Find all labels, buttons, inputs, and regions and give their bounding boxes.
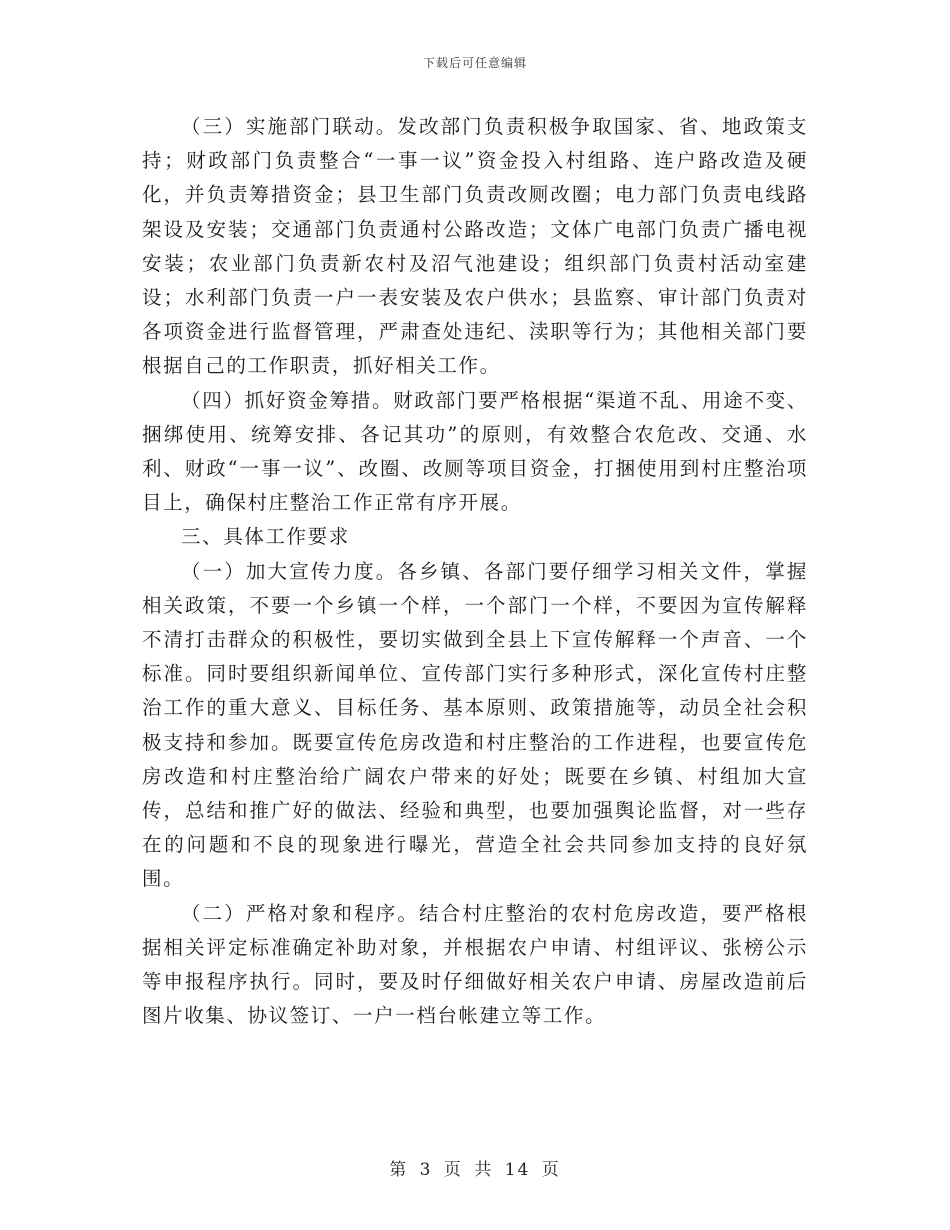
paragraph-implement-department-linkage: （三）实施部门联动。发改部门负责积极争取国家、省、地政策支持；财政部门负责整合“一事一议”资金投入村组路、连户路改造及硬化，并负责筹措资金；县卫生部门负责改厕改圈；电力部门负责电线路架设及安装；交通部门负责通村公路改造；文体广电部门负责广播电视安装；农业部门负责新农村及沼气池建设；组织部门负责村活动室建设；水利部门负责一户一表安装及农户供水；县监察、审计部门负责对各项资金进行监督管理，严肃查处违纪、渎职等行为；其他相关部门要根据自己的工作职责，抓好相关工作。 xyxy=(142,115,808,378)
section-heading-specific-requirements: 三、具体工作要求 xyxy=(181,525,350,549)
page-header: 下载后可任意编辑 xyxy=(422,56,527,70)
paragraph-publicity: （一）加大宣传力度。各乡镇、各部门要仔细学习相关文件，掌握相关政策，不要一个乡镇一个样，一个部门一个样，不要因为宣传解释不清打击群众的积极性，要切实做到全县上下宣传解释一个声音、一个标准。同时要组织新闻单位、宣传部门实行多种形式，深化宣传村庄整治工作的重大意义、目标任务、基本原则、政策措施等，动员全社会积极支持和参加。既要宣传危房改造和村庄整治的工作进程，也要宣传危房改造和村庄整治给广阔农户带来的好处；既要在乡镇、村组加大宣传，总结和推广好的做法、经验和典型，也要加强舆论监督，对一些存在的问题和不良的现象进行曝光，营造全社会共同参加支持的良好氛围。 xyxy=(142,559,808,891)
page-number-footer: 第 3 页 共 14 页 xyxy=(389,1160,561,1180)
paragraph-fund-raising: （四）抓好资金筹措。财政部门要严格根据“渠道不乱、用途不变、捆绑使用、统筹安排、各记其功”的原则，有效整合农危改、交通、水利、财政“一事一议”、改圈、改厕等项目资金，打捆使用到村庄整治项目上，确保村庄整治工作正常有序开展。 xyxy=(142,388,808,515)
paragraph-targets-and-procedures: （二）严格对象和程序。结合村庄整治的农村危房改造，要严格根据相关评定标准确定补助对象，并根据农户申请、村组评议、张榜公示等申报程序执行。同时，要及时仔细做好相关农户申请、房屋改造前后图片收集、协议签订、一户一档台帐建立等工作。 xyxy=(142,901,808,1028)
document-body xyxy=(142,110,808,1033)
